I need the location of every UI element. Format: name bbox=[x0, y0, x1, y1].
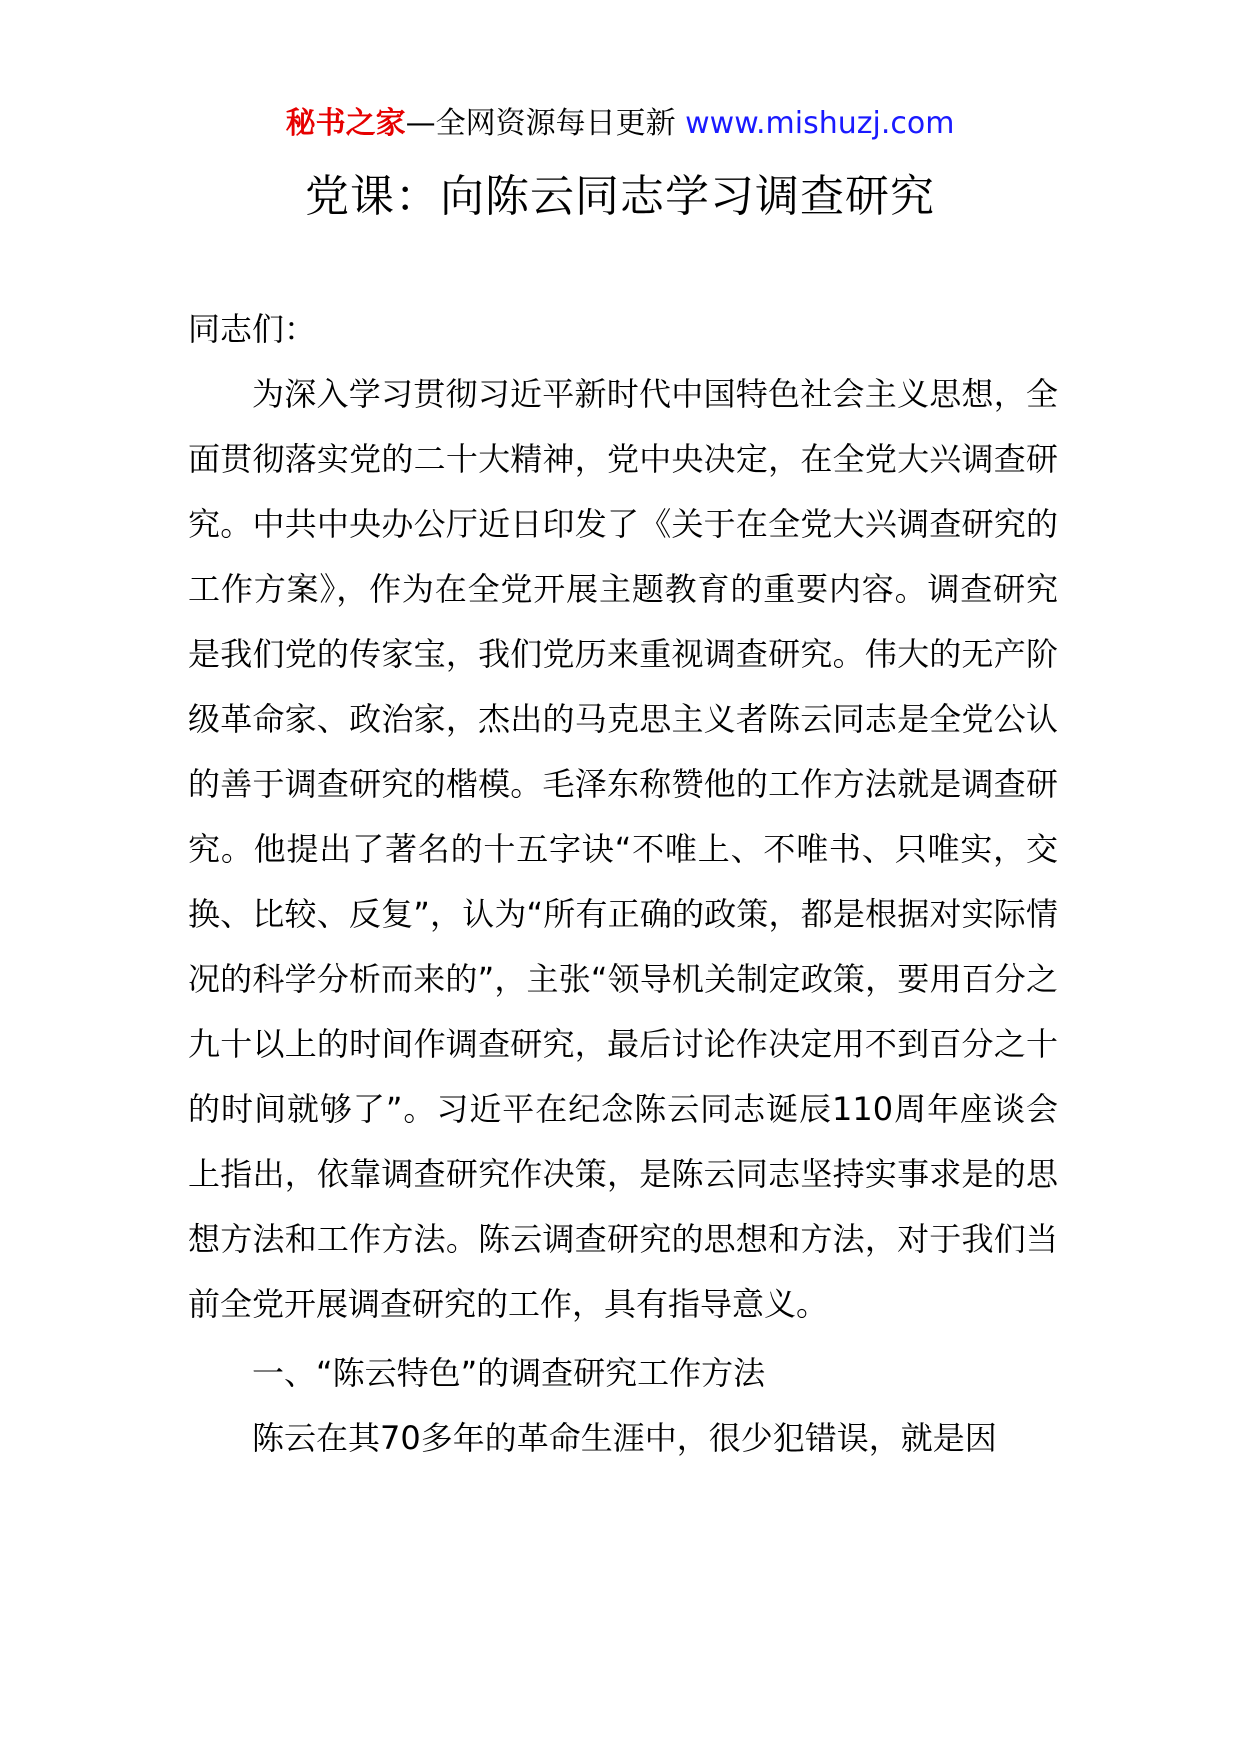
body-paragraph: 为深入学习贯彻习近平新时代中国特色社会主义思想，全面贯彻落实党的二十大精神，党中央决定，在全党大兴调查研究。中共中央办公厅近日印发了《关于在全党大兴调查研究的工作方案》，作为在全党开展主题教育的重要内容。调查研究是我们党的传家宝，我们党历来重视调查研究。伟大的无产阶级革命家、政治家，杰出的马克思主义者陈云同志是全党公认的善于调查研究的楷模。毛泽东称赞他的工作方法就是调查研究。他提出了著名的十五字诀“不唯上、不唯书、只唯实，交换、比较、反复”，认为“所有正确的政策，都是根据对实际情况的科学分析而来的”，主张“领导机关制定政策，要用百分之九十以上的时间作调查研究，最后讨论作决定用不到百分之十的时间就够了”。习近平在纪念陈云同志诞辰110周年座谈会上指出，依靠调查研究作决策，是陈云同志坚持实事求是的思想方法和工作方法。陈云调查研究的思想和方法，对于我们当前全党开展调查研究的工作，具有指导意义。 bbox=[188, 375, 1058, 1323]
body-paragraph: 陈云在其70多年的革命生涯中，很少犯错误，就是因 bbox=[252, 1419, 997, 1457]
document-title: 党课：向陈云同志学习调查研究 bbox=[305, 171, 935, 222]
salutation: 同志们： bbox=[188, 310, 317, 348]
section-heading: 一、“陈云特色”的调查研究工作方法 bbox=[252, 1354, 766, 1392]
site-tagline: —全网资源每日更新 bbox=[405, 106, 686, 141]
document-body bbox=[188, 297, 1058, 1471]
site-brand: 秘书之家 bbox=[285, 106, 406, 141]
site-url[interactable]: www.mishuzj.com bbox=[685, 106, 955, 141]
site-header bbox=[0, 100, 1240, 148]
